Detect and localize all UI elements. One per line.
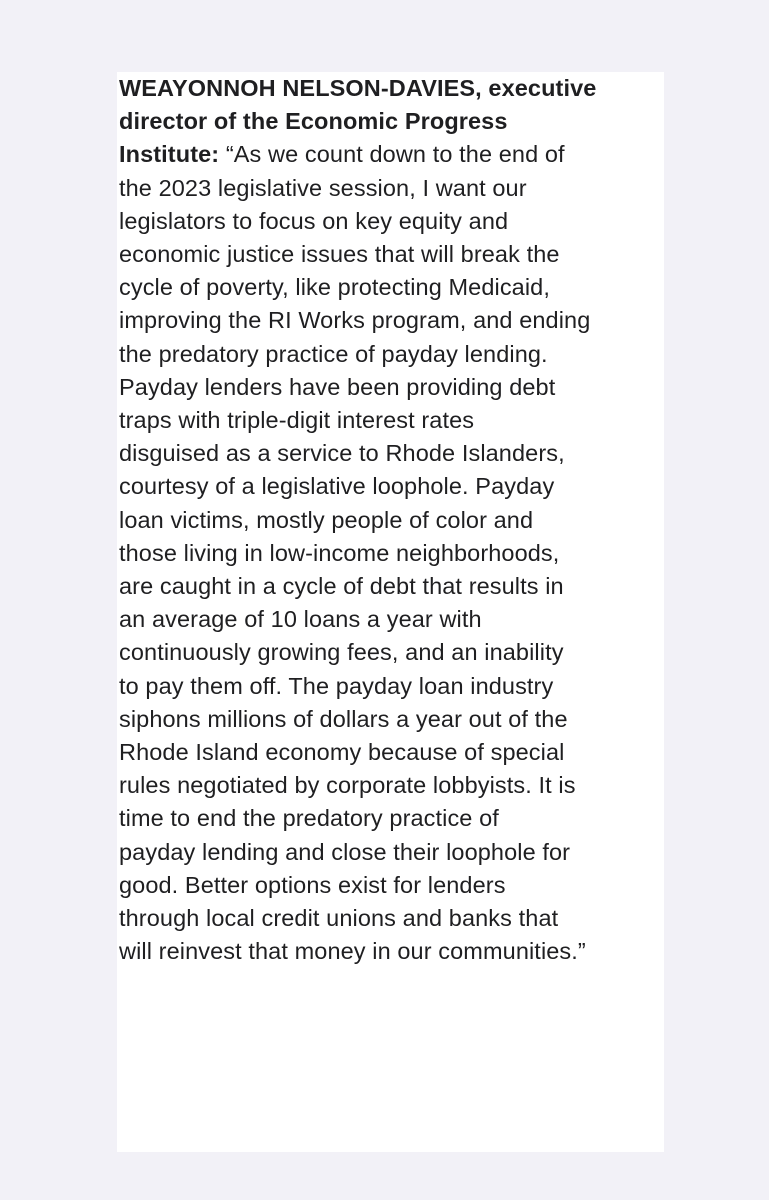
quote-segment: to pay them off. The payday loan industry bbox=[119, 672, 554, 699]
quote-segment: “As we count down to the end of bbox=[219, 141, 565, 168]
quote-line bbox=[119, 570, 664, 603]
quote-line bbox=[119, 304, 664, 337]
quote-segment: legislators to focus on key equity and bbox=[119, 207, 509, 234]
quote-segment: cycle of poverty, like protecting Medicaid, bbox=[119, 274, 550, 301]
quote-line bbox=[119, 504, 664, 537]
quote-segment: an average of 10 loans a year with bbox=[119, 606, 482, 633]
quote-line bbox=[119, 902, 664, 935]
quote-segment: courtesy of a legislative loophole. Payday bbox=[119, 473, 555, 500]
quote-segment: the 2023 legislative session, I want our bbox=[119, 174, 527, 201]
quote-segment: Rhode Island economy because of special bbox=[119, 739, 565, 766]
quote-line bbox=[119, 769, 664, 802]
quote-segment: through local credit unions and banks that bbox=[119, 905, 559, 932]
quote-segment: rules negotiated by corporate lobbyists. It is bbox=[119, 772, 576, 799]
quote-line bbox=[119, 802, 664, 835]
quote-line bbox=[119, 404, 664, 437]
quote-segment: will reinvest that money in our communities.” bbox=[119, 938, 586, 965]
quote-line bbox=[119, 703, 664, 736]
quote-segment: Payday lenders have been providing debt bbox=[119, 373, 556, 400]
quote-line bbox=[119, 205, 664, 238]
quote-line bbox=[119, 935, 664, 968]
quote-segment: the predatory practice of payday lending. bbox=[119, 340, 548, 367]
quote-text bbox=[119, 72, 664, 968]
quote-line bbox=[119, 105, 664, 138]
quote-segment: time to end the predatory practice of bbox=[119, 805, 499, 832]
quote-line bbox=[119, 338, 664, 371]
quote-line bbox=[119, 603, 664, 636]
quote-line bbox=[119, 172, 664, 205]
quote-segment: good. Better options exist for lenders bbox=[119, 871, 506, 898]
quote-line bbox=[119, 72, 664, 105]
quote-line bbox=[119, 636, 664, 669]
quote-line bbox=[119, 238, 664, 271]
quote-line bbox=[119, 371, 664, 404]
quote-segment: siphons millions of dollars a year out of the bbox=[119, 705, 568, 732]
speaker-text: WEAYONNOH NELSON-DAVIES, executive bbox=[119, 75, 597, 101]
speaker-text: Institute: bbox=[119, 141, 220, 168]
quote-line bbox=[119, 138, 664, 171]
quote-card bbox=[117, 72, 664, 1152]
quote-line bbox=[119, 537, 664, 570]
quote-segment: payday lending and close their loophole for bbox=[119, 838, 571, 865]
speaker-text: director of the Economic Progress bbox=[119, 108, 508, 135]
quote-segment: those living in low-income neighborhoods, bbox=[119, 539, 560, 566]
quote-segment: are caught in a cycle of debt that results in bbox=[119, 573, 564, 600]
quote-line bbox=[119, 836, 664, 869]
quote-segment: loan victims, mostly people of color and bbox=[119, 506, 534, 533]
quote-segment: continuously growing fees, and an inability bbox=[119, 639, 564, 666]
quote-segment: traps with triple-digit interest rates bbox=[119, 407, 475, 434]
quote-segment: improving the RI Works program, and ending bbox=[119, 307, 591, 334]
quote-line bbox=[119, 869, 664, 902]
quote-line bbox=[119, 470, 664, 503]
quote-segment: disguised as a service to Rhode Islanders, bbox=[119, 440, 565, 467]
quote-line bbox=[119, 271, 664, 304]
quote-segment: economic justice issues that will break the bbox=[119, 241, 560, 268]
quote-line bbox=[119, 670, 664, 703]
quote-line bbox=[119, 736, 664, 769]
quote-line bbox=[119, 437, 664, 470]
